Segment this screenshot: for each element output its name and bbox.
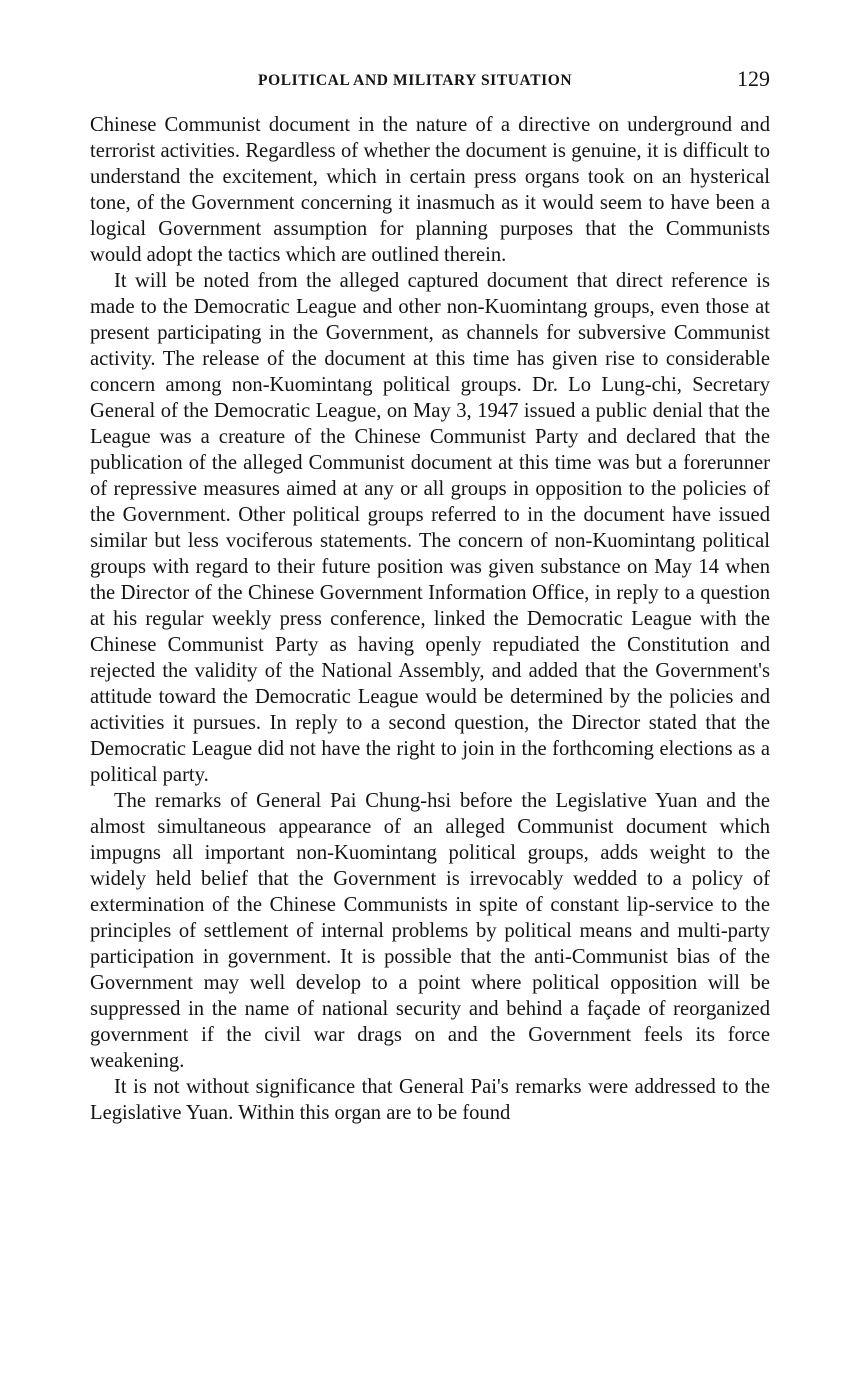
page-number: 129 (737, 66, 770, 91)
running-title: POLITICAL AND MILITARY SITUATION (258, 72, 573, 89)
body-text (90, 112, 770, 1126)
paragraph-3: The remarks of General Pai Chung-hsi before the Legislative Yuan and the almost simultaneous appearance of an alleged Communist document which impugns all important non-Kuomintang political groups, adds weight to the widely held belief that the Government is irrevocably wedded to a policy of extermination of the Chinese Communists in spite of constant lip-service to the principles of settlement of internal problems by political means and multi-party participation in government. It is possible that the anti-Communist bias of the Government may well develop to a point where political opposition will be suppressed in the name of national security and behind a façade of reorganized government if the civil war drags on and the Government feels its force weakening. (90, 790, 770, 1072)
document-page (90, 66, 770, 1126)
paragraph-4: It is not without significance that General Pai's remarks were addressed to the Legislative Yuan. Within this organ are to be found (90, 1076, 770, 1124)
running-head (90, 66, 770, 96)
paragraph-1: Chinese Communist document in the nature of a directive on underground and terrorist activities. Regardless of whether the document is genuine, it is difficult to understand the excitement, which in certain press organs took on an hysterical tone, of the Government concerning it inasmuch as it would seem to have been a logical Government assumption for planning purposes that the Communists would adopt the tactics which are outlined therein. (90, 114, 770, 266)
paragraph-2: It will be noted from the alleged captured document that direct reference is made to the Democratic League and other non-Kuomintang groups, even those at present participating in the Government, as channels for subversive Communist activity. The release of the document at this time has given rise to considerable concern among non-Kuomintang political groups. Dr. Lo Lung-chi, Secretary General of the Democratic League, on May 3, 1947 issued a public denial that the League was a creature of the Chinese Communist Party and declared that the publication of the alleged Communist document at this time was but a forerunner of repressive measures aimed at any or all groups in opposition to the policies of the Government. Other political groups referred to in the document have issued similar but less vociferous statements. The concern of non-Kuomintang political groups with regard to their future position was given substance on May 14 when the Director of the Chinese Government Information Office, in reply to a question at his regular weekly press conference, linked the Democratic League with the Chinese Communist Party as having openly repudiated the Constitution and rejected the validity of the National Assembly, and added that the Government's attitude toward the Democratic League would be determined by the policies and activities it pursues. In reply to a second question, the Director stated that the Democratic League did not have the right to join in the forthcoming elections as a political party. (90, 270, 770, 786)
